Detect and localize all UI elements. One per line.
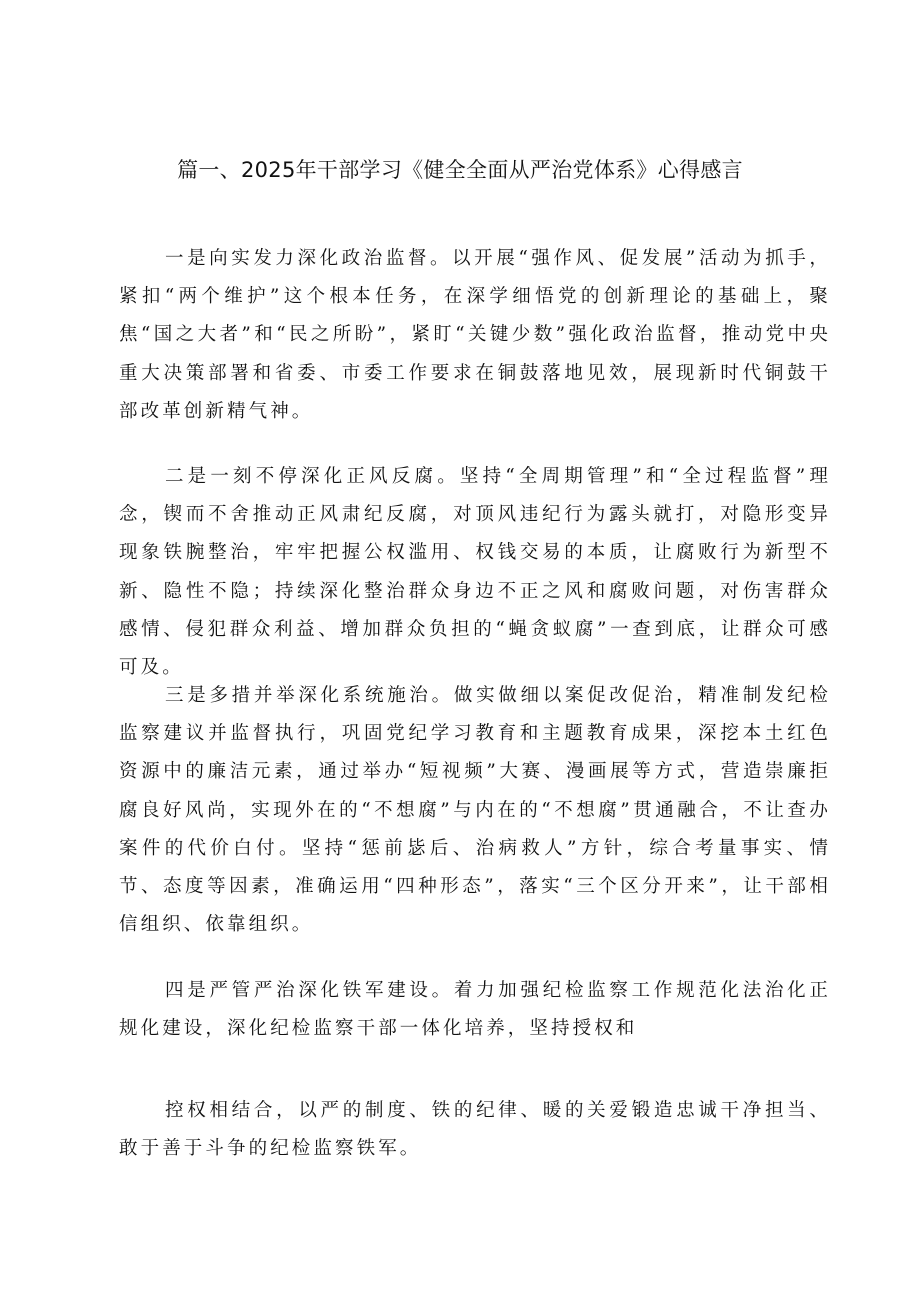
paragraph-political-supervision: 一是向实发力深化政治监督。以开展“强作风、促发展”活动为抓手，紧扣“两个维护”这个根本任务，在深学细悟党的创新理论的基础上，聚焦“国之大者”和“民之所盼”，紧盯“关键少数”强化政治监督，推动党中央重大决策部署和省委、市委工作要求在铜鼓落地见效，展现新时代铜鼓干部改革创新精气神。 [119, 248, 831, 422]
paragraph-team-building-continued: 控权相结合，以严的制度、铁的纪律、暖的关爱锻造忠诚干净担当、敢于善于斗争的纪检监察铁军。 [119, 1100, 831, 1160]
paragraph-team-building: 四是严管严治深化铁军建设。着力加强纪检监察工作规范化法治化正规化建设，深化纪检监察干部一体化培养，坚持授权和 [119, 980, 831, 1040]
paragraph-systematic-governance: 三是多措并举深化系统施治。做实做细以案促改促治，精准制发纪检监察建议并监督执行，巩固党纪学习教育和主题教育成果，深挖本土红色资源中的廉洁元素，通过举办“短视频”大赛、漫画展等方式，营造崇廉拒腐良好风尚，实现外在的“不想腐”与内在的“不想腐”贯通融合，不让查办案件的代价白付。坚持“惩前毖后、治病救人”方针，综合考量事实、情节、态度等因素，准确运用“四种形态”，落实“三个区分开来”，让干部相信组织、依靠组织。 [119, 685, 831, 936]
paragraph-anti-corruption: 二是一刻不停深化正风反腐。坚持“全周期管理”和“全过程监督”理念，锲而不舍推动正风肃纪反腐，对顶风违纪行为露头就打，对隐形变异现象铁腕整治，牢牢把握公权滥用、权钱交易的本质，让腐败行为新型不新、隐性不隐；持续深化整治群众身边不正之风和腐败问题，对伤害群众感情、侵犯群众利益、增加群众负担的“蝇贪蚁腐”一查到底，让群众可感可及。 [119, 466, 831, 679]
document-title: 篇一、2025年干部学习《健全全面从严治党体系》心得感言 [177, 158, 743, 182]
